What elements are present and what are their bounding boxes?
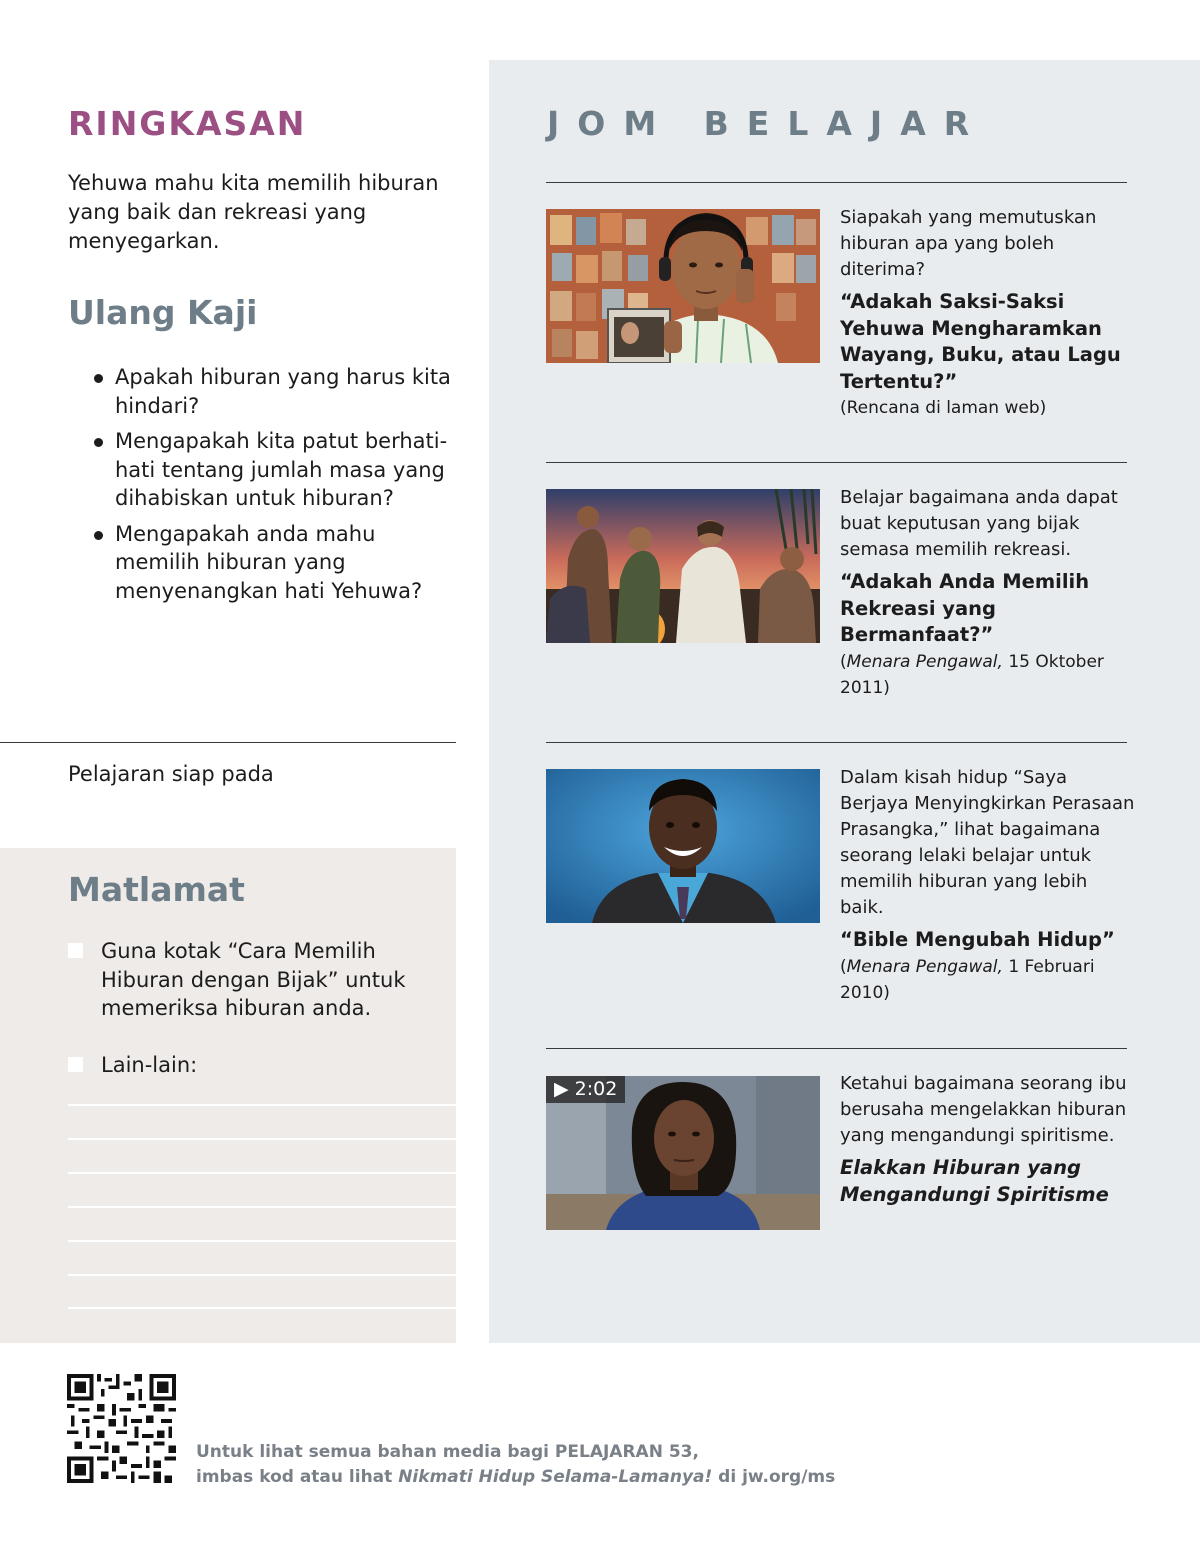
play-icon[interactable]: ▶ (554, 1078, 569, 1100)
study-entry-2 (840, 485, 1135, 701)
review-question-text: Mengapakah anda mahu memilih hiburan yang menyenangkan hati Yehuwa? (115, 521, 423, 603)
review-question (94, 363, 464, 420)
footer-line-1-text: Untuk lihat semua bahan media bagi (196, 1442, 549, 1462)
review-question-text: Mengapakah kita patut berhati-hati tentang jumlah masa yang dihabiskan untuk hiburan? (115, 429, 448, 510)
writing-line[interactable] (68, 1172, 456, 1174)
video-duration-badge (546, 1076, 625, 1103)
study-entry-1 (840, 205, 1135, 421)
entry-source-date: 15 Oktober 2011) (840, 651, 1104, 698)
footer-lesson-number: PELAJARAN 53, (554, 1442, 699, 1462)
writing-line[interactable] (68, 1104, 456, 1106)
goal-heading: Matlamat (68, 870, 245, 909)
video-duration: 2:02 (574, 1078, 618, 1100)
entry-title-link[interactable]: “Bible Mengubah Hidup” (840, 928, 1115, 951)
summary-text: Yehuwa mahu kita memilih hiburan yang baik dan rekreasi yang menyegarkan. (68, 171, 439, 253)
entry-description: Dalam kisah hidup “Saya Berjaya Menyingkirkan Perasaan Prasangka,” lihat bagaimana seorang lelaki belajar untuk memilih hiburan yang lebih baik. (840, 767, 1135, 918)
smiling-man-image[interactable] (546, 769, 820, 923)
entry-title-link[interactable]: Elakkan Hiburan yang Mengandungi Spiritisme (840, 1156, 1109, 1206)
entry-source-publication: Menara Pengawal, (846, 651, 1003, 672)
goal-item-text: Lain-lain: (101, 1053, 198, 1077)
review-question-text: Apakah hiburan yang harus kita hindari? (115, 365, 451, 418)
divider (546, 742, 1127, 743)
entry-source: (Menara Pengawal, 15 Oktober 2011) (840, 651, 1104, 698)
divider (546, 1048, 1127, 1049)
entry-source-date: 1 Februari 2010) (840, 956, 1095, 1003)
footer-book-title: Nikmati Hidup Selama-Lamanya! (398, 1467, 713, 1487)
divider (546, 182, 1127, 183)
goal-item-text: Guna kotak “Cara Memilih Hiburan dengan Bijak” untuk memeriksa hiburan anda. (101, 939, 406, 1020)
ready-date-label: Pelajaran siap pada (68, 762, 274, 786)
writing-line[interactable] (68, 1274, 456, 1276)
review-question-list (94, 363, 464, 612)
entry-description: Ketahui bagaimana seorang ibu berusaha mengelakkan hiburan yang mengandungi spiritisme. (840, 1073, 1127, 1146)
entry-source: (Rencana di laman web) (840, 398, 1047, 418)
footer-line-1 (196, 1440, 835, 1465)
writing-line[interactable] (68, 1240, 456, 1242)
goal-checkbox-2[interactable] (68, 1057, 83, 1072)
bullet-icon (94, 374, 103, 383)
writing-line[interactable] (68, 1138, 456, 1140)
footer-website-link[interactable]: di jw.org/ms (718, 1467, 836, 1487)
summary-heading: RINGKASAN (68, 104, 307, 143)
footer-line-2-text: imbas kod atau lihat (196, 1467, 393, 1487)
goal-section (0, 848, 456, 1343)
study-heading: JOM BELAJAR (547, 104, 988, 143)
video-thumbnail[interactable] (546, 1076, 820, 1230)
study-entry-4 (840, 1071, 1135, 1208)
review-question (94, 427, 464, 513)
qr-code-icon[interactable] (67, 1374, 176, 1483)
footer-line-2 (196, 1465, 835, 1490)
review-heading: Ulang Kaji (68, 293, 258, 332)
entry-title-link[interactable]: “Adakah Saksi-Saksi Yehuwa Mengharamkan Wayang, Buku, atau Lagu Tertentu?” (840, 290, 1121, 393)
entry-description: Belajar bagaimana anda dapat buat keputusan yang bijak semasa memilih rekreasi. (840, 487, 1118, 560)
entry-description: Siapakah yang memutuskan hiburan apa yang boleh diterima? (840, 207, 1097, 280)
entry-source-publication: Menara Pengawal, (846, 956, 1003, 977)
bullet-icon (94, 531, 103, 540)
footer-note (196, 1440, 835, 1490)
goal-checkbox-1[interactable] (68, 943, 83, 958)
entry-source: (Menara Pengawal, 1 Februari 2010) (840, 956, 1095, 1003)
writing-line[interactable] (68, 1307, 456, 1309)
review-question (94, 520, 464, 606)
bullet-icon (94, 438, 103, 447)
writing-line[interactable] (68, 1206, 456, 1208)
campfire-image[interactable] (546, 489, 820, 643)
study-entry-3 (840, 765, 1135, 1006)
divider (546, 462, 1127, 463)
divider (0, 742, 456, 743)
teen-headphones-image[interactable] (546, 209, 820, 363)
entry-title-link[interactable]: “Adakah Anda Memilih Rekreasi yang Bermanfaat?” (840, 570, 1090, 646)
